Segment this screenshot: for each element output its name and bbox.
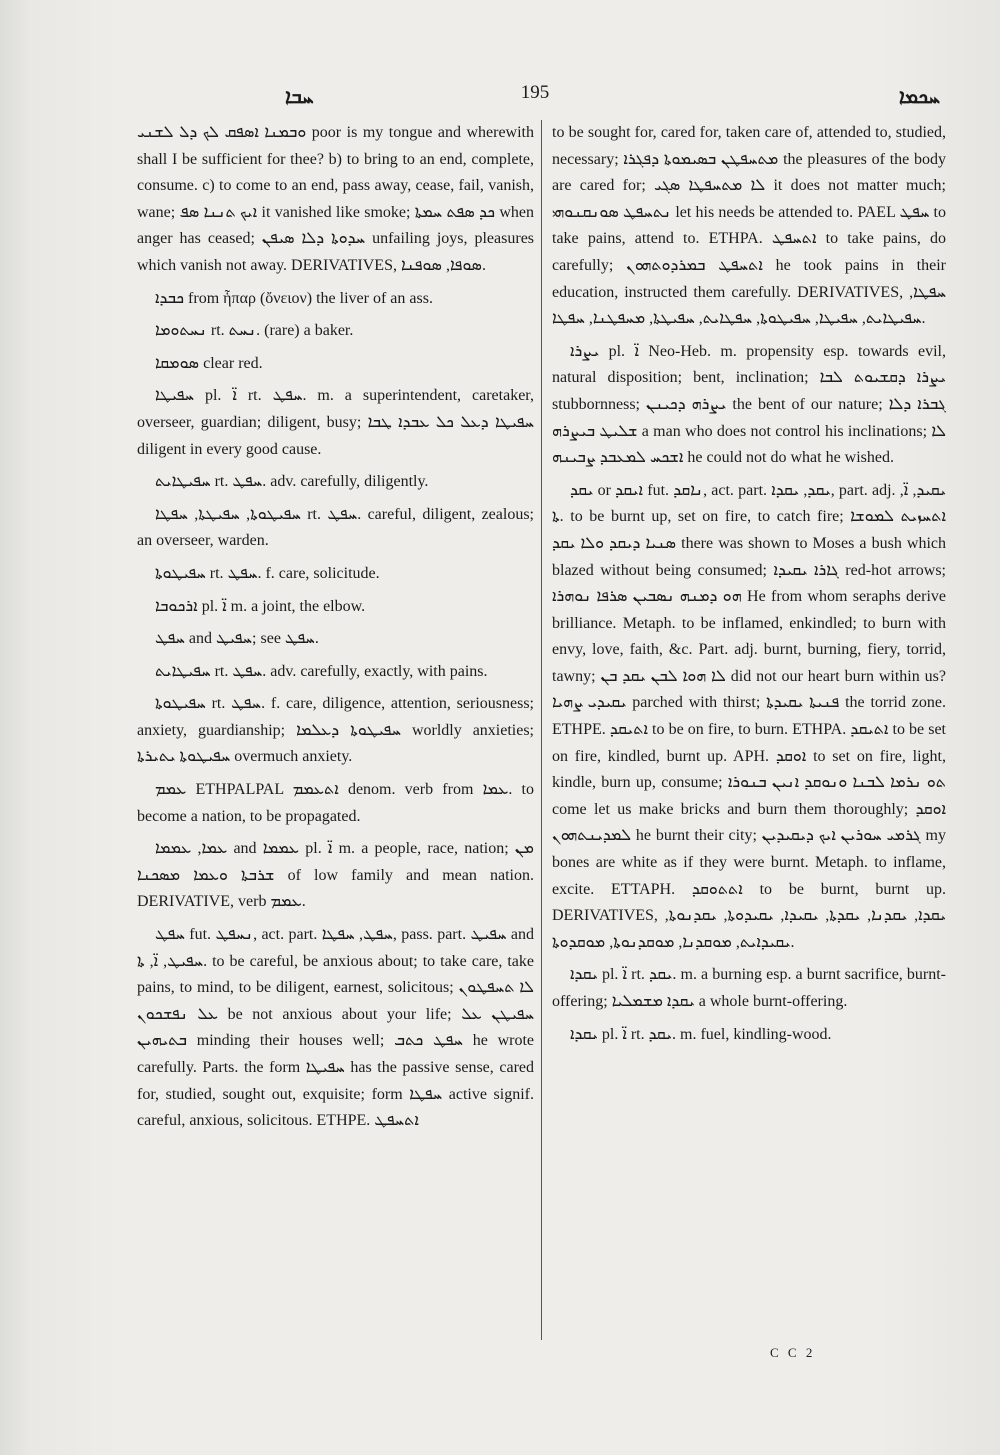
dictionary-entry: ܝܩܕ or ܐܝܩܕ fut. ܢܐܩܕ, act. part. ܝܩܕ, ܝܩܕܐ, part. adj. ܝܩܝܕ, ܐ̈, ܬܐ. to be burnt up, set on fire, to catch fire; ܐܬܚܙܝܬ ܠܡܘܫܐ ܣܢܝܐ ܕܝܩܕ ܘܠܐ ܝܩܕ there was shown to Moses a bush which blazed without being consumed; ܓܐܪܐ ܝܩܝܕܐ red-hot arrows; ܗܘ ܕܡܢܗ ܢܣܒܝܢ ܣܪܦܐ ܢܘܗܪܐ He from whom seraphs derive brilliance. Metaph. to be inflamed, enkindled; to burn with envy, love, faith, &c. Part. adj. burnt, burning, fiery, torrid, tawny; ܠܐ ܗܘܐ ܠܒܢ ܝܩܕ ܒܢ did not our heart burn within us? ܝܩܝܕܝ ܨܗܝܐ parched with thirst; ܦܢܝܬܐ ܝܩܝܕܬܐ the torrid zone. ETHPE. ܐܬܝܩܕ to be on fire, to burn. ETHPA. ܐܬܝܩܕ to be set on fire, kindled, burnt up. APH. ܐܘܩܕ to set on fire, light, kindle, burn up, consume; ܬܘ ܢܪܡܐ ܠܒܢܐ ܘܢܘܩܕ ܐܢܝܢ ܒܢܘܪܐ come let us make bricks and burn them thoroughly; ܐܘܩܕ ܠܡܕܝܢܬܗܘܢ he burnt their city; ܓܪܡܝ ܚܘܪܝܢ ܐܝܟ ܕܝܩܝܕܝܢ my bones are white as if they were burnt. Metaph. to inflame, excite. ETTAPH. ܐܬܬܘܩܕ to be burnt, burnt up. DERIVATIVES, ܝܩܕܐ, ܝܩܕܢܐ, ܝܩܕܬܐ, ܝܩܝܕܐ, ܝܩܝܕܘܬܐ, ܝܩܕܢܘܬܐ, ܝܩܝܕܐܝܬ, ܡܘܩܕܢܐ, ܡܘܩܕܢܘܬܐ, ܡܘܩܕܘܬܐ. (552, 481, 947, 951)
dictionary-entry: ܝܩܕܐ pl. ܐ̈ rt. ܝܩܕ. m. fuel, kindling-wood. (570, 1025, 832, 1043)
dictionary-entry: ܚܦܝܛܐ pl. ܐ̈ rt. ܚܦܛ. m. a superintendent, caretaker, overseer, guardian; diligent, busy; ܚܦܝܛܐ ܕܥܠ ܟܠ ܥܒܕܐ ܛܒܐ diligent in every good cause. (137, 387, 534, 458)
dictionary-entry: ܚܦܝܛܘܬܐ rt. ܚܦܛ. f. care, solicitude. (155, 564, 380, 582)
dictionary-entry: ܚܦܝܛܘܬܐ rt. ܚܦܛ. f. care, diligence, attention, seriousness; anxiety, guardianship; ܚܦܝܛܘܬܐ ܕܥܠܡܐ worldly anxieties; ܚܦܝܛܘܬܐ ܝܬܝܪܬܐ overmuch anxiety. (137, 695, 535, 766)
dictionary-entry: ܚܦܝܛܐܝܬ rt. ܚܦܛ. adv. carefully, exactly, with pains. (155, 662, 488, 680)
page-number: 195 (520, 82, 550, 103)
right-column (552, 120, 946, 1054)
dictionary-entry: ܐܪܟܘܒܐ pl. ܐ̈ m. a joint, the elbow. (155, 597, 366, 615)
dictionary-entry: ܝܩܕܐ pl. ܐ̈ rt. ܝܩܕ. m. a burning esp. a burnt sacrifice, burnt-offering; ܝܩܕܐ ܡܫܡܠܝܐ a whole burnt-offering. (552, 966, 947, 1010)
dictionary-entry: to be sought for, cared for, taken care of, attended to, studied, necessary; ܡܬܚܦܛܢ ܒܣܝܡܘܬܐ ܕܦܓܪܐ the pleasures of the body are cared for; ܠܐ ܡܬܚܦܛܐ ܣܓܝ it does not matter much; ܢܬܚܦܛ ܣܘܢܩܢܘܗܝ let his needs be attended to. PAEL ܚܦܛ to take pains, attend to. ETHPA. ܐܬܚܦܛ to take pains, do carefully; ܐܬܚܦܛ ܒܡܪܕܘܬܗܘܢ he took pains in their education, instructed them carefully. DERIVATIVES, ܚܦܛܐ, ܚܦܝܛܐܝܬ, ܚܦܝܛܐ, ܚܦܝܛܘܬܐ, ܚܦܛܐܝܬ, ܚܦܝܛܬܐ, ܡܚܦܛܢܐ, ܚܦܛܐ. (552, 124, 947, 328)
left-column (137, 120, 534, 1141)
dictionary-entry: ܚܦܝܛܐܝܬ rt. ܚܦܛ. adv. carefully, diligently. (155, 473, 429, 491)
signature-mark: C C 2 (770, 1345, 816, 1360)
dictionary-entry: ܚܦܛ fut. ܢܚܦܛ, act. part. ܚܦܛ, ܚܦܛܐ, pass. part. ܚܦܝܛ and ܚܦܝܛ, ܐ̈, ܬܐ. to be careful, be anxious about; to take care, take pains, to mind, to be diligent, earnest, solicitous; ܠܐ ܬܚܦܛܘܢ ܥܠ ܢܦܫܟܘܢ be not anxious about your life; ܚܦܝܛܢ ܥܠ ܒܬܝܗܝܢ minding their houses well; ܚܦܛ ܟܬܒ he wrote carefully. Parts. the form ܚܦܝܛܐ has the passive sense, cared for, studied, sought out, exquisite; form ܚܦܛܐ active signif. careful, anxious, solicitous. ETHPE. ܐܬܚܦܛ (137, 926, 535, 1130)
page-header (130, 80, 940, 110)
dictionary-entry: ܟܒܕܐ from ἧπαρ (ὄνειον) the liver of an ass. (155, 289, 433, 307)
dictionary-entry: ܚܦܛ and ܚܦܝܛ; see ܚܦܛ. (155, 630, 319, 648)
left-running-head: ܚܒܐ (285, 84, 314, 108)
dictionary-entry: ܚܦܝܛܘܬܐ, ܚܦܝܛܬܐ, ܚܦܛܐ rt. ܚܦܛ. careful, diligent, zealous; an overseer, warden. (137, 505, 534, 550)
dictionary-entry: ܢܚܬܘܡܐ rt. ܢܚܬ. (rare) a baker. (155, 322, 354, 340)
dictionary-entry: ܣܘܡܩܐ clear red. (155, 354, 263, 372)
dictionary-entry: ܘܒܡܢܐ ܐܣܦܩ ܠܟ ܕܠ ܠܫܢܝ poor is my tongue and wherewith shall I be sufficient for thee? b) to bring to an end, complete, consume. c) to come to an end, pass away, cease, fail, vanish, wane; ܐܝܟ ܬܢܢܐ ܣܦ it vanished like smoke; ܟܕ ܣܦܬ ܚܡܬܐ when anger has ceased; ܚܕܘܬܐ ܕܠܐ ܣܝܦܢ unfailing joys, pleasures which vanish not away. DERIVATIVES, ܣܘܦܐ, ܣܘܦܢܐ. (137, 124, 535, 274)
right-running-head: ܚܟܡܐ (898, 84, 940, 108)
dictionary-entry: ܝܨܪܐ pl. ܐ̈ Neo-Heb. m. propensity esp. towards evil, natural disposition; bent, inclination; ܝܨܪܐ ܕܩܫܝܘܬ ܠܒܐ stubbornness; ܝܨܪܗ ܕܟܝܢܢ the bent of our nature; ܓܒܪܐ ܕܠܐ ܫܠܝܛ ܒܝܨܪܗ a man who does not control his inclinations; ܠܐ ܐܫܟܚ ܠܡܥܒܕ ܨܒܝܢܗ he could not do what he wished. (552, 342, 947, 467)
dictionary-entry: ܥܡܡ ETHPALPAL ܐܬܥܡܡ denom. verb from ܥܡܐ. to become a nation, to be propagated. (137, 781, 534, 825)
dictionary-entry: ܥܡܐ, ܥܡܡܐ and ܥܡܡܐ pl. ܐ̈ m. a people, race, nation; ܡܢ ܫܪܒܬܐ ܘܥܡܐ ܡܣܟܢܐ of low family and mean nation. DERIVATIVE, verb ܥܡܡ. (137, 840, 534, 911)
column-divider (541, 120, 542, 1340)
